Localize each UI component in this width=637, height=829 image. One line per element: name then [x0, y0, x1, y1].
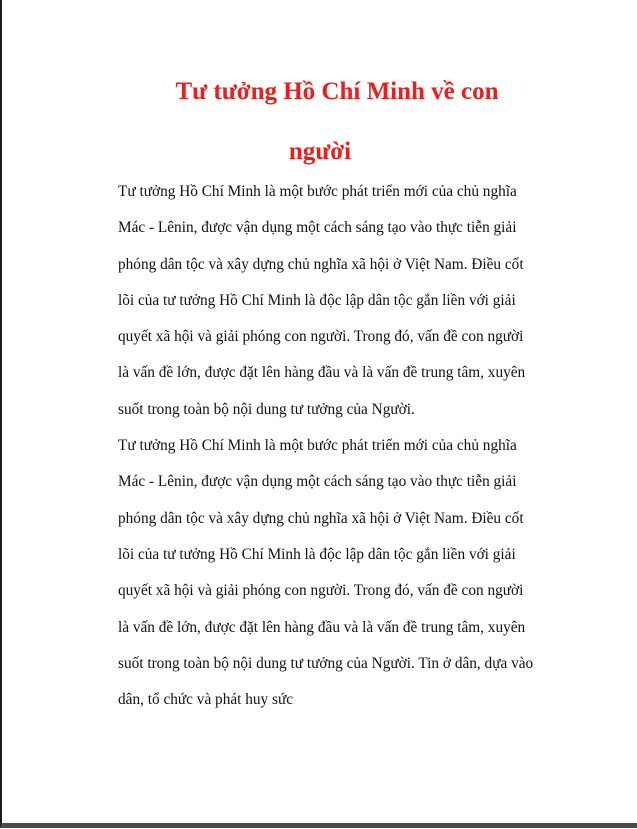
document-body — [118, 174, 538, 718]
paragraph: Tư tưởng Hồ Chí Minh là một bước phát triển mới của chủ nghĩa Mác - Lênin, được vận dụng một cách sáng tạo vào thực tiễn giải phóng dân tộc và xây dựng chủ nghĩa xã hội ở Việt Nam. Điều cốt lõi của tư tưởng Hồ Chí Minh là độc lập dân tộc gắn liền với giải quyết xã hội và giải phóng con người. Trong đó, vấn đề con người là vấn đề lớn, được đặt lên hàng đầu và là vấn đề trung tâm, xuyên suốt trong toàn bộ nội dung tư tưởng của Người. — [118, 183, 526, 418]
paragraph: Tư tưởng Hồ Chí Minh là một bước phát triển mới của chủ nghĩa Mác - Lênin, được vận dụng một cách sáng tạo vào thực tiễn giải phóng dân tộc và xây dựng chủ nghĩa xã hội ở Việt Nam. Điều cốt lõi của tư tưởng Hồ Chí Minh là độc lập dân tộc gắn liền với giải quyết xã hội và giải phóng con người. Trong đó, vấn đề con người là vấn đề lớn, được đặt lên hàng đầu và là vấn đề trung tâm, xuyên suốt trong toàn bộ nội dung tư tưởng của Người. Tin ở dân, dựa vào dân, tổ chức và phát huy sức — [118, 437, 534, 709]
document-title: Tư tưởng Hồ Chí Minh về con người — [175, 78, 499, 165]
